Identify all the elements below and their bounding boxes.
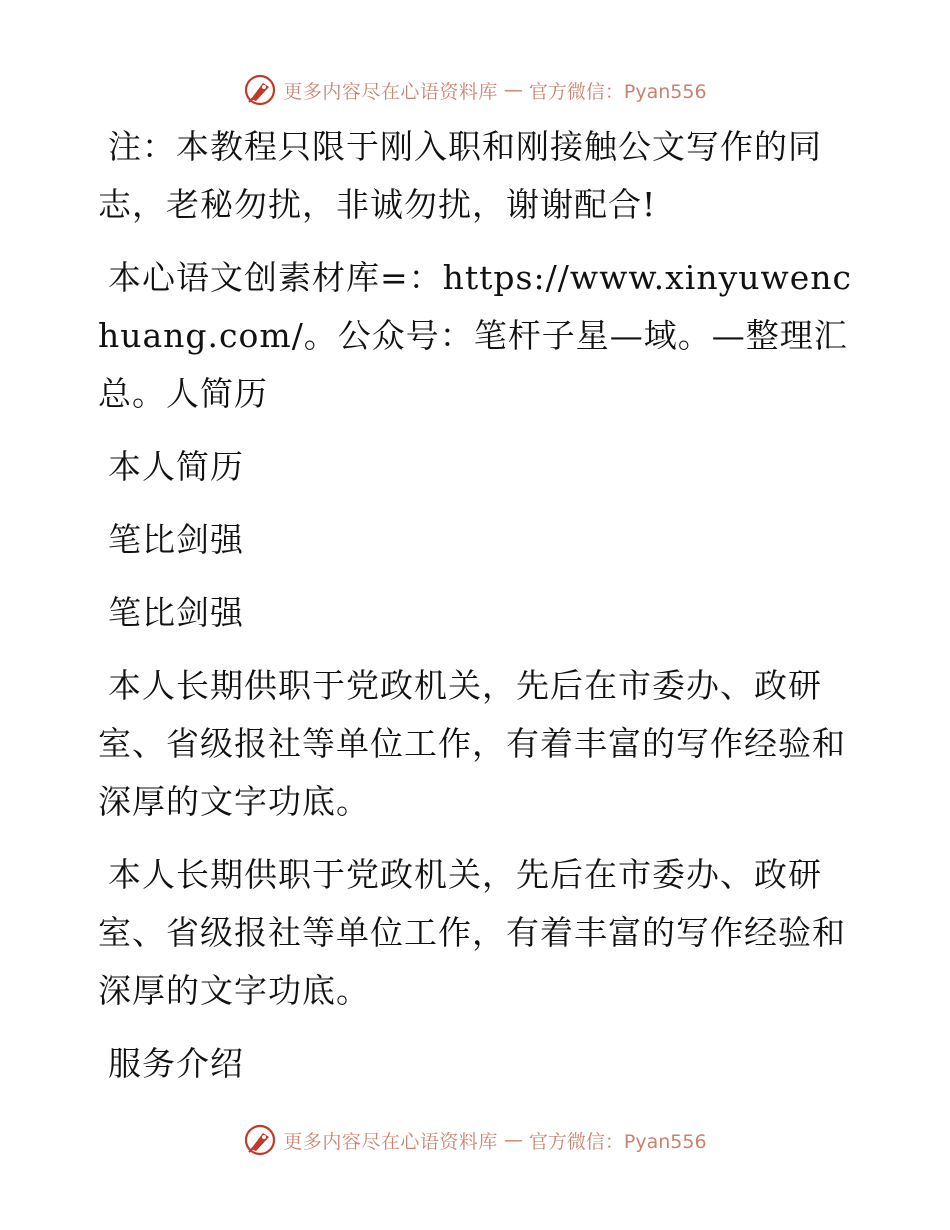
footer-banner-text: 更多内容尽在心语资料库 bbox=[283, 1130, 498, 1153]
pen-nib-icon bbox=[243, 73, 277, 107]
paragraph-heading-services: 服务介绍 bbox=[108, 1044, 244, 1083]
paragraph-notice: 注：本教程只限于刚入职和刚接触公文写作的同志，老秘勿扰，非诚勿扰，谢谢配合! bbox=[98, 127, 822, 224]
document-body bbox=[98, 118, 858, 1108]
footer-watermark-banner bbox=[0, 1120, 950, 1160]
header-watermark-banner bbox=[0, 70, 950, 110]
paragraph-motto-repeat: 笔比剑强 bbox=[108, 593, 244, 632]
header-banner-contact: 官方微信：Pyan556 bbox=[528, 80, 707, 103]
paragraph-heading-resume: 本人简历 bbox=[108, 447, 244, 486]
pen-nib-icon bbox=[243, 1123, 277, 1157]
header-banner-text: 更多内容尽在心语资料库 bbox=[283, 80, 498, 103]
paragraph-bio-repeat: 本人长期供职于党政机关，先后在市委办、政研室、省级报社等单位工作，有着丰富的写作经验和深厚的文字功底。 bbox=[98, 855, 846, 1010]
paragraph-motto: 笔比剑强 bbox=[108, 520, 244, 559]
footer-banner-separator: — bbox=[503, 1129, 523, 1151]
paragraph-source-info: 本心语文创素材库=：https://www.xinyuwenchuang.com/。公众号：笔杆子星—域。—整理汇总。人简历 bbox=[98, 258, 852, 413]
paragraph-bio: 本人长期供职于党政机关，先后在市委办、政研室、省级报社等单位工作，有着丰富的写作经验和深厚的文字功底。 bbox=[98, 666, 846, 821]
footer-banner-contact: 官方微信：Pyan556 bbox=[528, 1130, 707, 1153]
header-banner-separator: — bbox=[503, 79, 523, 101]
